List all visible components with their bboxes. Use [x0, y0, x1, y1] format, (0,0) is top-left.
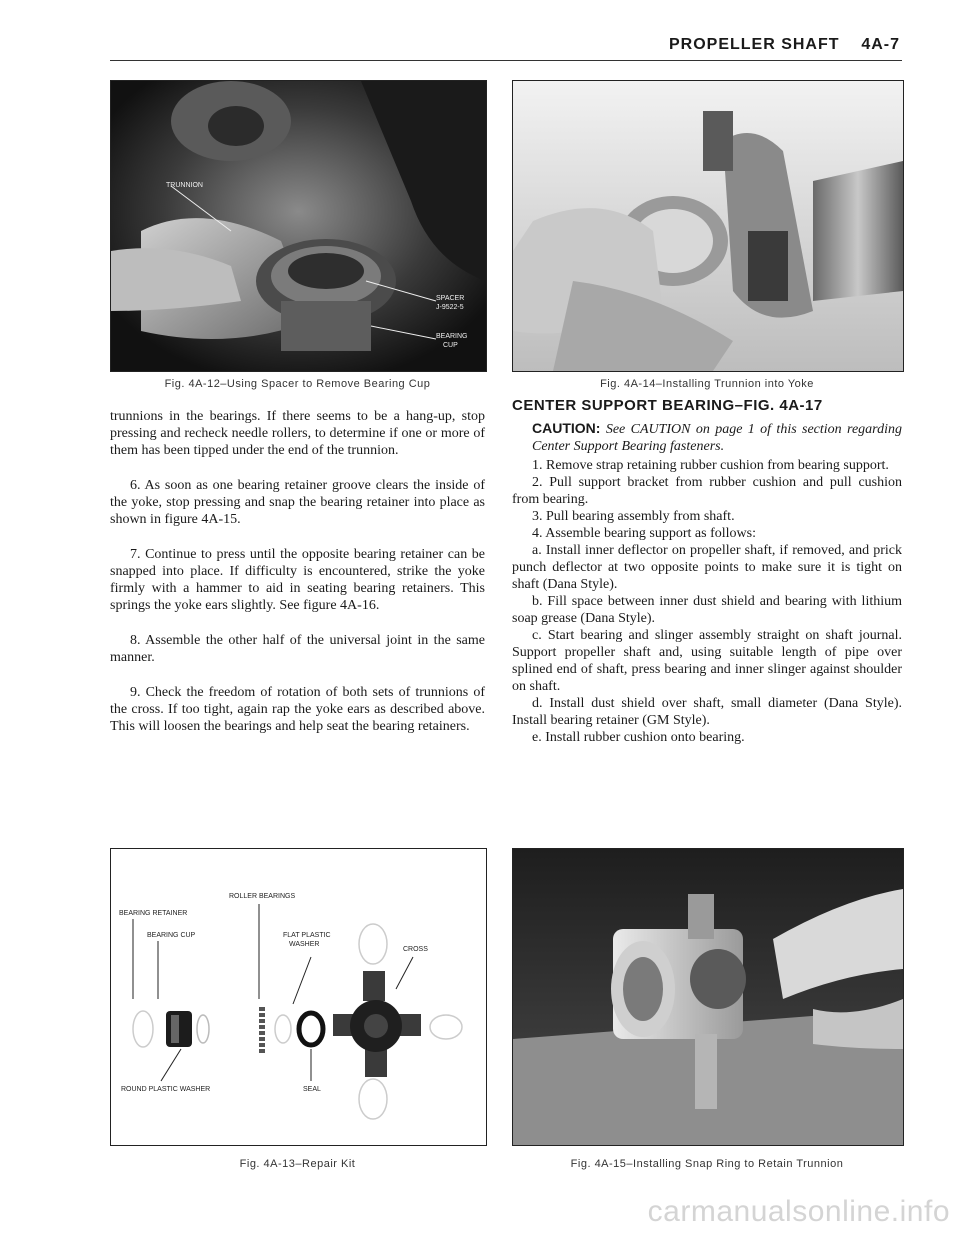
caption-fig-4a-13: Fig. 4A-13–Repair Kit [239, 1158, 356, 1170]
step-4b: b. Fill space between inner dust shield and bearing with lithium soap grease (Dana Style). [512, 594, 902, 626]
label-spacer: SPACER [436, 295, 465, 302]
step-4e: e. Install rubber cushion onto bearing. [532, 730, 745, 745]
paragraph-step-7: 7. Continue to press until the opposite bearing retainer can be snapped into place. If difficulty is encountered, strike the yoke firmly with a hammer to aid in seating bearing retainers. This springs the yoke ears slightly. See figure 4A-16. [110, 547, 485, 613]
step-3: 3. Pull bearing assembly from shaft. [532, 509, 735, 524]
header-title: PROPELLER SHAFT [668, 36, 840, 53]
bearing-spacer-photo [111, 81, 486, 371]
paragraph-step-9: 9. Check the freedom of rotation of both sets of trunnions of the cross. If too tight, again rap the yoke ears as described above. This will loosen the bearings and help seat the bearing retainers. [110, 685, 485, 734]
label-washer: WASHER [289, 941, 320, 948]
step-4: 4. Assemble bearing support as follows: [532, 526, 756, 541]
paragraph-trunnions: trunnions in the bearings. If there seems to be a hang-up, stop pressing and recheck needle rollers, to determine if one or more of them has been tipped under the end of the trunnion. [110, 409, 485, 458]
trunnion-yoke-photo [513, 81, 903, 371]
label-roller-bearings: ROLLER BEARINGS [229, 893, 296, 900]
caution-text: See CAUTION on page 1 of this section regarding Center Support Bearing fasteners. [532, 422, 903, 454]
header-rule [110, 60, 902, 61]
header-page-code: 4A-7 [861, 36, 900, 53]
left-column-text [110, 408, 485, 735]
watermark: carmanualsonline.info [647, 1195, 950, 1228]
caption-fig-4a-12: Fig. 4A-12–Using Spacer to Remove Bearing Cup [164, 378, 431, 390]
step-2: 2. Pull support bracket from rubber cushion and pull cushion from bearing. [512, 475, 902, 507]
label-bearing: BEARING [436, 333, 468, 340]
figure-4a-12-photo [110, 80, 487, 372]
label-round-plastic-washer: ROUND PLASTIC WASHER [121, 1086, 211, 1093]
caution-block [512, 420, 902, 455]
snap-ring-photo [513, 849, 903, 1145]
label-cup: CUP [443, 342, 458, 349]
figure-4a-13-diagram [110, 848, 487, 1146]
figure-4a-15-photo [512, 848, 904, 1146]
running-header [600, 36, 900, 60]
step-4d: d. Install dust shield over shaft, small diameter (Dana Style). Install bearing retainer (GM Style). [512, 696, 902, 728]
section-title-center-support-bearing: CENTER SUPPORT BEARING–FIG. 4A-17 [512, 397, 823, 414]
label-bearing-cup: BEARING CUP [147, 932, 196, 939]
label-trunnion: TRUNNION [166, 182, 203, 189]
paragraph-step-8: 8. Assemble the other half of the universal joint in the same manner. [110, 633, 485, 665]
label-bearing-retainer: BEARING RETAINER [119, 910, 188, 917]
label-seal: SEAL [303, 1086, 321, 1093]
step-4a: a. Install inner deflector on propeller shaft, if removed, and prick punch deflector at two opposite points to make sure it is tight on shaft (Dana Style). [512, 543, 902, 592]
caption-fig-4a-15: Fig. 4A-15–Installing Snap Ring to Retain Trunnion [570, 1158, 844, 1170]
label-spacer-part: J-9522-5 [436, 304, 464, 311]
caution-label: CAUTION: [532, 420, 601, 436]
caption-fig-4a-14: Fig. 4A-14–Installing Trunnion into Yoke [600, 378, 814, 390]
label-flat-plastic: FLAT PLASTIC [283, 932, 331, 939]
figure-4a-14-photo [512, 80, 904, 372]
repair-kit-drawing [111, 849, 486, 1145]
label-cross: CROSS [403, 946, 428, 953]
paragraph-step-6: 6. As soon as one bearing retainer groove clears the inside of the yoke, stop pressing and snap the bearing retainer into place as shown in figure 4A-15. [110, 478, 485, 527]
step-1: 1. Remove strap retaining rubber cushion from bearing support. [532, 458, 889, 473]
step-4c: c. Start bearing and slinger assembly straight on shaft journal. Support propeller shaft and, using suitable length of pipe over splined end of shaft, press bearing and inner slinger against shoulder on shaft. [512, 628, 902, 694]
right-column-text [512, 420, 902, 746]
